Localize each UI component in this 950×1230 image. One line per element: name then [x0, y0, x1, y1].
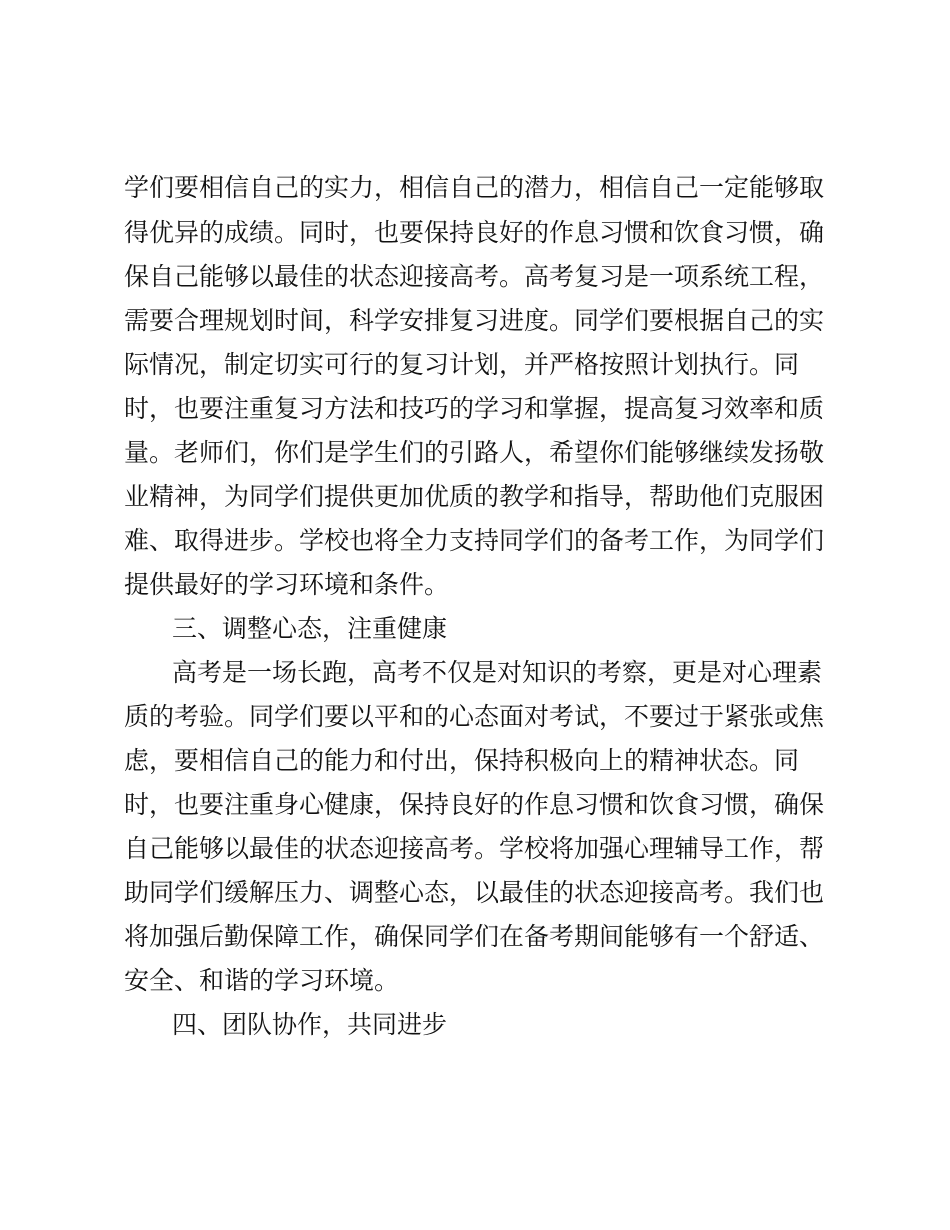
paragraph-line: 助同学们缓解压力、调整心态，以最佳的状态迎接高考。我们也	[124, 878, 825, 907]
paragraph-line: 得优异的成绩。同时，也要保持良好的作息习惯和饮食习惯，确	[124, 218, 825, 247]
paragraph-line: 质的考验。同学们要以平和的心态面对考试，不要过于紧张或焦	[124, 702, 825, 731]
paragraph-line: 自己能够以最佳的状态迎接高考。学校将加强心理辅导工作，帮	[124, 834, 825, 863]
paragraph-line: 安全、和谐的学习环境。	[124, 966, 400, 995]
paragraph-line: 保自己能够以最佳的状态迎接高考。高考复习是一项系统工程，	[124, 262, 825, 291]
paragraph-line: 提供最好的学习环境和条件。	[124, 570, 450, 599]
paragraph-line: 时，也要注重身心健康，保持良好的作息习惯和饮食习惯，确保	[124, 790, 825, 819]
paragraph-line: 时，也要注重复习方法和技巧的学习和掌握，提高复习效率和质	[124, 394, 825, 423]
paragraph-line: 需要合理规划时间，科学安排复习进度。同学们要根据自己的实	[124, 306, 825, 335]
paragraph-line: 业精神，为同学们提供更加优质的教学和指导，帮助他们克服困	[124, 482, 825, 511]
paragraph-line: 将加强后勤保障工作，确保同学们在备考期间能够有一个舒适、	[124, 922, 825, 951]
paragraph-line: 难、取得进步。学校也将全力支持同学们的备考工作，为同学们	[124, 526, 825, 555]
section-heading: 四、团队协作，共同进步	[172, 1010, 448, 1039]
section-heading: 三、调整心态，注重健康	[172, 614, 448, 643]
paragraph-line: 际情况，制定切实可行的复习计划，并严格按照计划执行。同	[124, 350, 800, 379]
paragraph-line: 虑，要相信自己的能力和付出，保持积极向上的精神状态。同	[124, 746, 800, 775]
paragraph-line: 学们要相信自己的实力，相信自己的潜力，相信自己一定能够取	[124, 173, 825, 202]
paragraph-line: 高考是一场长跑，高考不仅是对知识的考察，更是对心理素	[172, 658, 823, 687]
paragraph-line: 量。老师们，你们是学生们的引路人，希望你们能够继续发扬敬	[124, 438, 825, 467]
